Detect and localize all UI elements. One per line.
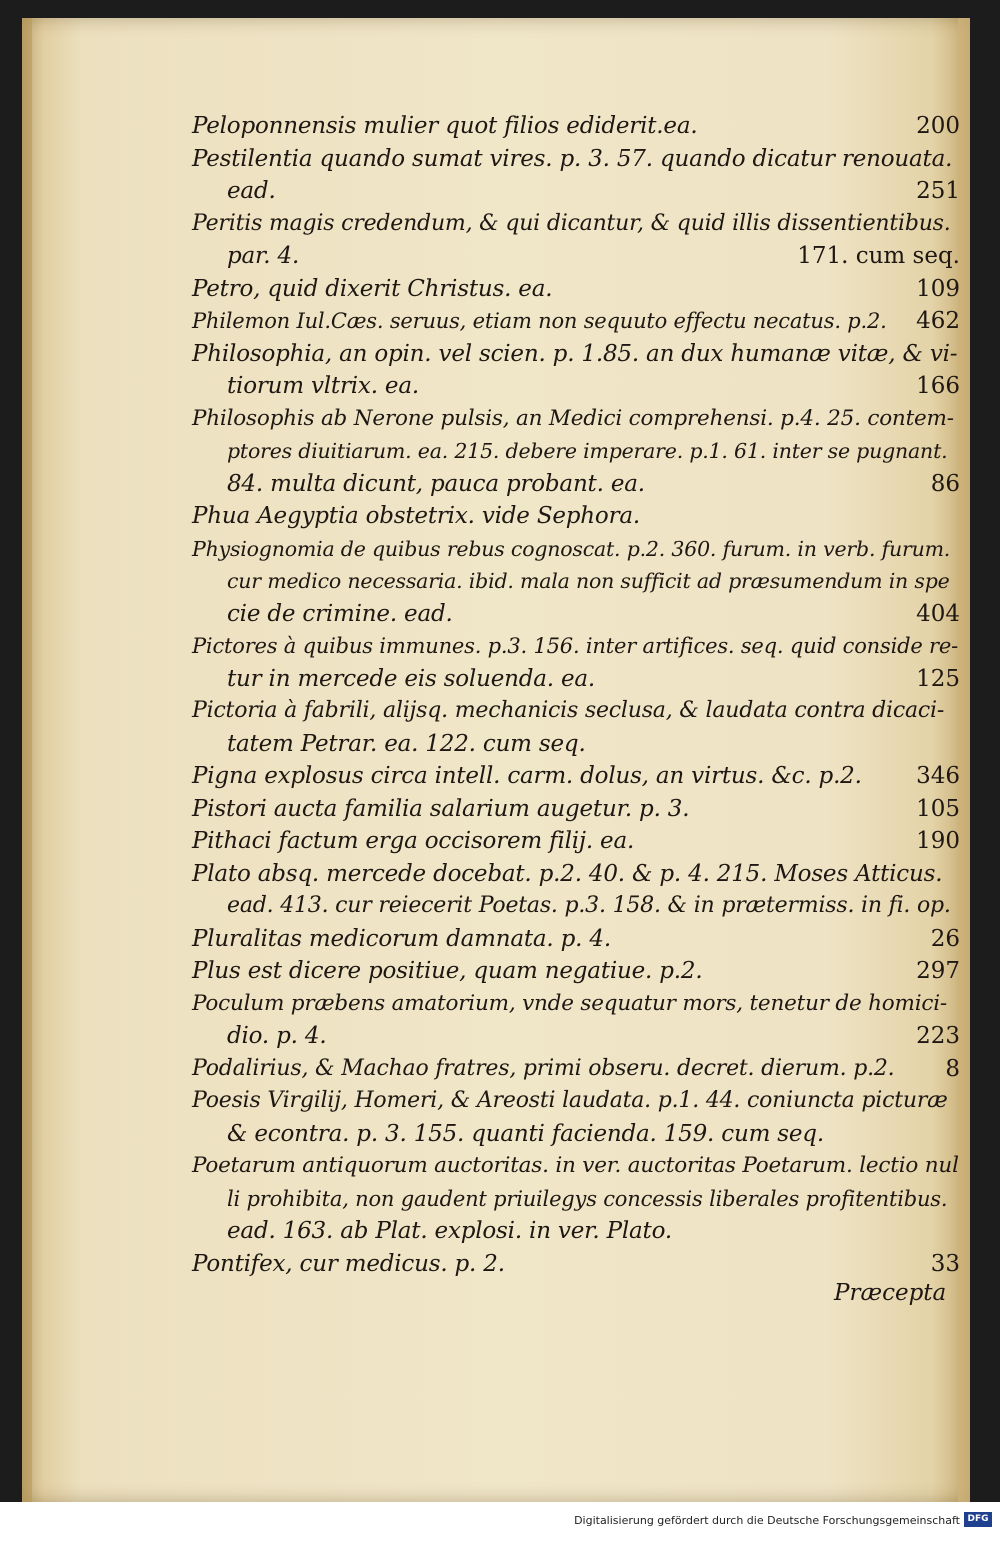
entry-continuation-line: par. 4. — [227, 243, 300, 269]
entry-headword-line: Plus est dicere positiue, quam negatiue. p.2. — [192, 958, 703, 984]
entry-headword-line: Pistori aucta familia salarium augetur. p. 3. — [192, 795, 690, 822]
entry-continuation-line: & econtra. p. 3. 155. quanti facienda. 159. cum seq. — [227, 1120, 824, 1147]
entry-continuation-line: tur in mercede eis soluenda. ea. — [227, 665, 596, 692]
entry-page-number: 8 — [945, 1055, 960, 1082]
entry-continuation-line: cie de crimine. ead. — [227, 600, 453, 627]
entry-headword-line: Poetarum antiquorum auctoritas. in ver. auctoritas Poetarum. lectio nul — [192, 1153, 959, 1178]
dfg-logo: DFG — [964, 1512, 992, 1527]
entry-page-number: 404 — [916, 600, 960, 627]
entry-continuation-line: ead. — [227, 178, 276, 204]
entry-page-number: 86 — [930, 470, 960, 497]
entry-headword-line: Philosophia, an opin. vel scien. p. 1.85. an dux humanæ vitæ, & vi- — [192, 340, 958, 367]
entry-page-number: 109 — [916, 275, 960, 302]
footer-credit: Digitalisierung gefördert durch die Deutsche Forschungsgemeinschaft — [574, 1514, 960, 1527]
entry-headword-line: Pestilentia quando sumat vires. p. 3. 57. quando dicatur renouata. — [192, 145, 953, 172]
entry-continuation-line: dio. p. 4. — [227, 1023, 327, 1049]
entry-headword-line: Pontifex, cur medicus. p. 2. — [192, 1250, 505, 1277]
entry-page-number: 251 — [916, 178, 960, 204]
entry-headword-line: Philemon Iul.Cæs. seruus, etiam non sequuto effectu necatus. p.2. — [192, 309, 887, 333]
entry-page-number: 166 — [916, 373, 960, 399]
book-page — [22, 18, 970, 1502]
entry-headword-line: Physiognomia de quibus rebus cognoscat. p.2. 360. furum. in verb. furum. — [192, 536, 951, 561]
entry-continuation-line: ead. 413. cur reiecerit Poetas. p.3. 158. & in prætermiss. in fi. op. — [227, 893, 951, 918]
entry-headword-line: Peloponnensis mulier quot filios ediderit.ea. — [192, 113, 698, 139]
entry-page-number: 26 — [930, 925, 960, 952]
entry-headword-line: Peritis magis credendum, & qui dicantur, & quid illis dissentientibus. — [192, 210, 951, 236]
entry-headword-line: Podalirius, & Machao fratres, primi obseru. decret. dierum. p.2. — [192, 1055, 895, 1081]
entry-continuation-line: tiorum vltrix. ea. — [227, 373, 419, 399]
entry-continuation-line: cur medico necessaria. ibid. mala non sufficit ad præsumendum in spe — [227, 569, 950, 593]
digitization-footer — [0, 1502, 1000, 1546]
entry-page-number: 200 — [916, 113, 960, 139]
entry-page-number: 190 — [916, 828, 960, 854]
entry-continuation-line: ead. 163. ab Plat. explosi. in ver. Plato. — [227, 1218, 672, 1244]
entry-headword-line: Poculum præbens amatorium, vnde sequatur mors, tenetur de homici- — [192, 990, 947, 1016]
entry-page-number: 462 — [916, 308, 960, 334]
entry-headword-line: Pictores à quibus immunes. p.3. 156. inter artifices. seq. quid conside re- — [192, 634, 958, 658]
catchword: Præcepta — [834, 1280, 947, 1306]
entry-page-number: 297 — [916, 958, 960, 984]
entry-headword-line: Petro, quid dixerit Christus. ea. — [192, 275, 553, 302]
entry-page-number: 125 — [916, 665, 960, 692]
entry-continuation-line: 84. multa dicunt, pauca probant. ea. — [227, 470, 645, 497]
entry-continuation-line: tatem Petrar. ea. 122. cum seq. — [227, 730, 586, 757]
entry-page-number: 346 — [916, 763, 960, 789]
entry-headword-line: Phua Aegyptia obstetrix. vide Sephora. — [192, 503, 640, 529]
entry-page-number: 223 — [916, 1023, 960, 1049]
entry-page-number: 105 — [916, 795, 960, 822]
entry-headword-line: Pictoria à fabrili, alijsq. mechanicis seclusa, & laudata contra dicaci- — [192, 698, 945, 723]
entry-headword-line: Poesis Virgilij, Homeri, & Areosti laudata. p.1. 44. coniuncta picturæ — [192, 1088, 948, 1113]
entry-headword-line: Pluralitas medicorum damnata. p. 4. — [192, 925, 611, 952]
entry-headword-line: Pithaci factum erga occisorem filij. ea. — [192, 828, 635, 854]
entry-headword-line: Plato absq. mercede docebat. p.2. 40. & p. 4. 215. Moses Atticus. — [192, 860, 943, 887]
entry-page-number: 171. cum seq. — [797, 243, 960, 269]
entry-continuation-line: li prohibita, non gaudent priuilegys concessis liberales profitentibus. — [227, 1186, 948, 1211]
entry-headword-line: Pigna explosus circa intell. carm. dolus, an virtus. &c. p.2. — [192, 763, 862, 789]
entry-continuation-line: ptores diuitiarum. ea. 215. debere imperare. p.1. 61. inter se pugnant. — [227, 439, 948, 463]
entry-headword-line: Philosophis ab Nerone pulsis, an Medici comprehensi. p.4. 25. contem- — [192, 405, 954, 431]
index-entries — [22, 18, 970, 1502]
entry-page-number: 33 — [930, 1250, 960, 1277]
